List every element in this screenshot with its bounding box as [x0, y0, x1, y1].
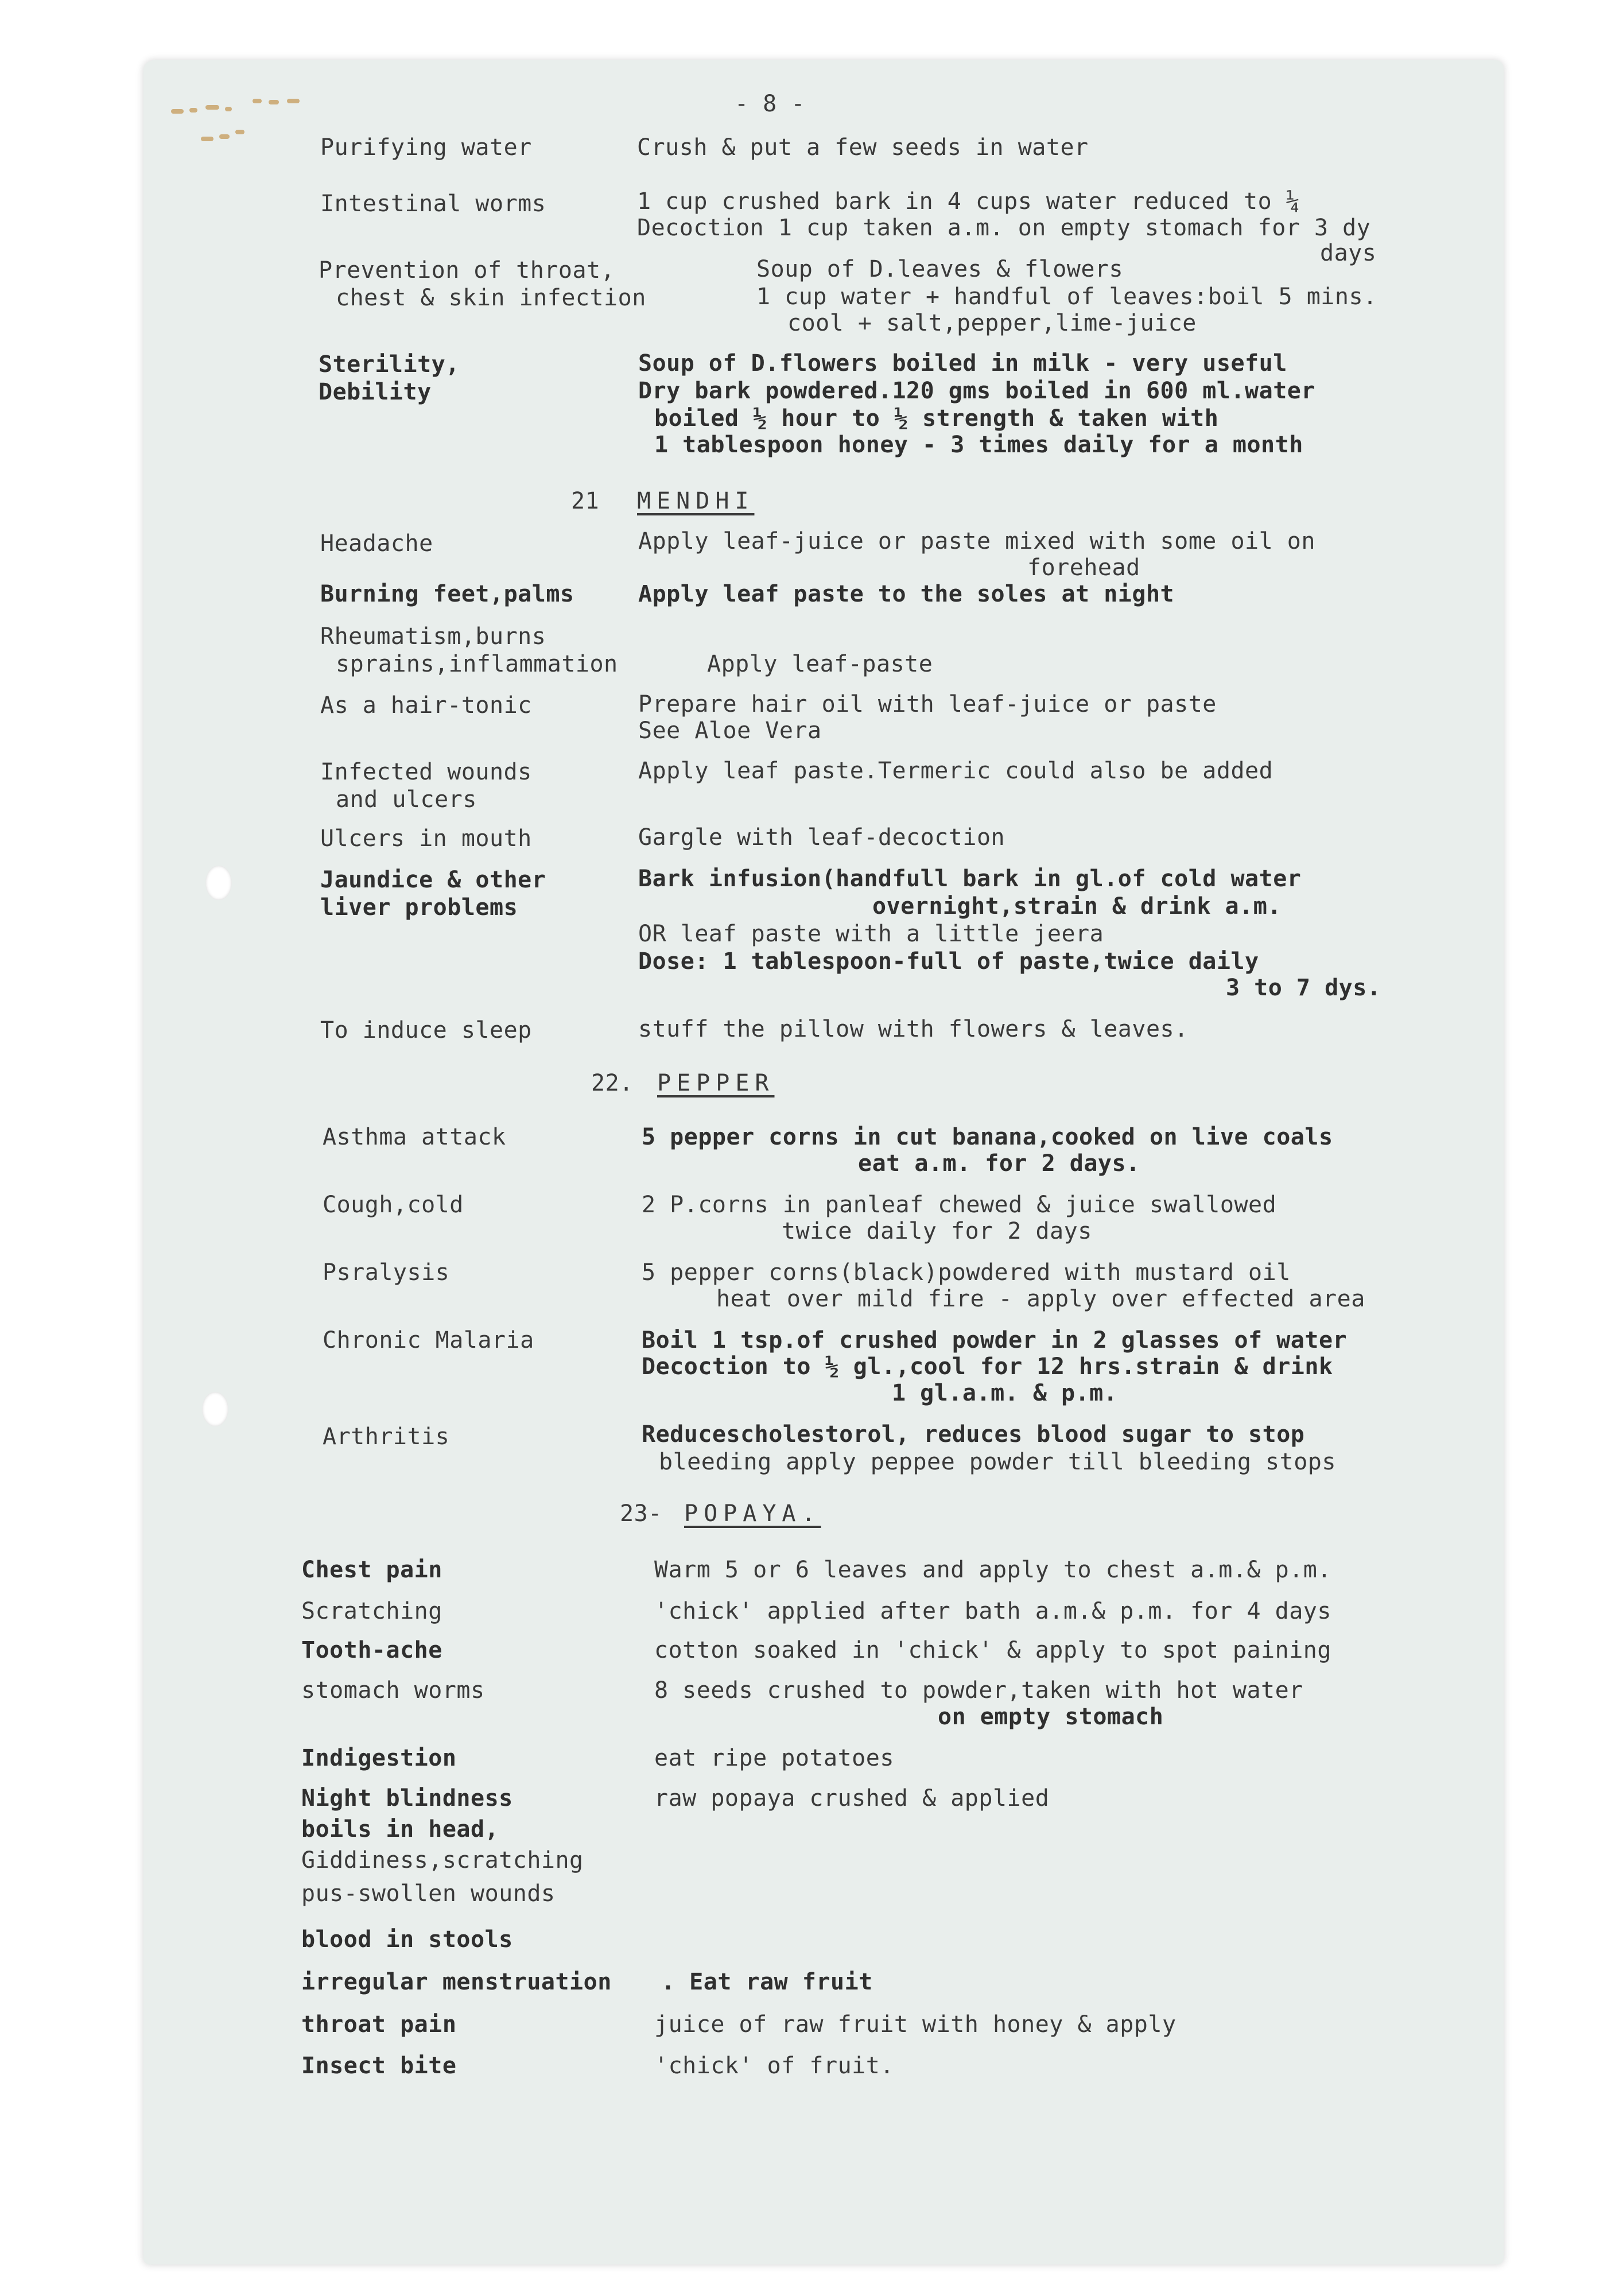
remedy-text: Apply leaf paste.Termeric could also be added [638, 758, 1273, 784]
remedy-text: 'chick' applied after bath a.m.& p.m. for 4 days [654, 1598, 1331, 1624]
section-number: 21 [571, 488, 600, 514]
remedy-text: Decoction 1 cup taken a.m. on empty stomach for 3 dy [637, 215, 1371, 241]
remedy-text: Decoction to ½ gl.,cool for 12 hrs.strain & drink [642, 1353, 1333, 1380]
condition-label: Indigestion [301, 1745, 457, 1771]
condition-label: boils in head, [301, 1816, 499, 1843]
punch-hole-lower [202, 1392, 228, 1426]
remedy-text: Gargle with leaf-decoction [638, 824, 1005, 851]
condition-label: Chronic Malaria [323, 1327, 534, 1353]
remedy-text: heat over mild fire - apply over effected area [716, 1286, 1365, 1312]
condition-label: Arthritis [323, 1424, 450, 1450]
remedy-text: 'chick' of fruit. [654, 2053, 894, 2079]
remedy-text: on empty stomach [938, 1704, 1164, 1730]
condition-label: Cough,cold [323, 1192, 464, 1218]
condition-label: Ulcers in mouth [320, 825, 532, 852]
section-title: PEPPER [657, 1070, 775, 1096]
remedy-text: 1 tablespoon honey - 3 times daily for a month [654, 432, 1303, 458]
remedy-text: . Eat raw fruit [661, 1969, 873, 1995]
punch-hole-upper [205, 866, 232, 900]
condition-label: Scratching [301, 1598, 442, 1624]
remedy-text: 8 seeds crushed to powder,taken with hot water [654, 1677, 1303, 1704]
section-number: 23- [620, 1500, 662, 1527]
condition-label: Debility [319, 379, 432, 405]
condition-label: Asthma attack [323, 1124, 506, 1150]
remedy-text: overnight,strain & drink a.m. [872, 893, 1282, 920]
remedy-text: 1 cup crushed bark in 4 cups water reduced to ¼ [637, 188, 1300, 215]
remedy-text: eat ripe potatoes [654, 1745, 894, 1771]
remedy-text: Apply leaf-juice or paste mixed with some oil on [638, 528, 1315, 554]
remedy-text: Warm 5 or 6 leaves and apply to chest a.m.& p.m. [654, 1557, 1331, 1583]
remedy-text: forehead [1027, 554, 1140, 581]
remedy-text: Boil 1 tsp.of crushed powder in 2 glasses of water [642, 1327, 1348, 1353]
remedy-text: Soup of D.leaves & flowers [756, 256, 1124, 282]
remedy-text: eat a.m. for 2 days. [858, 1150, 1140, 1177]
condition-label: Night blindness [301, 1785, 513, 1812]
section-number: 22. [591, 1070, 634, 1096]
remedy-text: Apply leaf-paste [707, 651, 933, 677]
condition-label: Rheumatism,burns [320, 623, 546, 650]
remedy-text: Crush & put a few seeds in water [637, 134, 1089, 161]
condition-label: throat pain [301, 2011, 457, 2038]
remedy-text: Soup of D.flowers boiled in milk - very useful [638, 350, 1287, 377]
remedy-text: Reducescholestorol, reduces blood sugar to stop [642, 1421, 1305, 1448]
remedy-text: cotton soaked in 'chick' & apply to spot paining [654, 1637, 1331, 1663]
condition-label: pus-swollen wounds [301, 1880, 556, 1907]
condition-label: Intestinal worms [320, 191, 546, 217]
remedy-text: 5 pepper corns(black)powdered with mustard oil [642, 1259, 1291, 1286]
remedy-text: stuff the pillow with flowers & leaves. [638, 1016, 1189, 1042]
condition-label: and ulcers [336, 786, 477, 813]
condition-label: Jaundice & other [320, 867, 546, 893]
remedy-text: Dose: 1 tablespoon-full of paste,twice daily [638, 948, 1259, 975]
condition-label: sprains,inflammation [336, 651, 618, 677]
condition-label: Giddiness,scratching [301, 1847, 584, 1874]
condition-label: chest & skin infection [336, 285, 646, 311]
condition-label: irregular menstruation [301, 1969, 612, 1995]
condition-label: Sterility, [319, 351, 460, 378]
remedy-text: 3 to 7 dys. [1226, 975, 1381, 1001]
condition-label: To induce sleep [320, 1017, 532, 1044]
condition-label: stomach worms [301, 1677, 485, 1704]
remedy-text: raw popaya crushed & applied [654, 1785, 1050, 1812]
condition-label: Infected wounds [320, 759, 532, 785]
remedy-text: 1 gl.a.m. & p.m. [892, 1380, 1118, 1406]
condition-label: As a hair-tonic [320, 692, 532, 719]
remedy-text: OR leaf paste with a little jeera [638, 921, 1104, 947]
remedy-text: 5 pepper corns in cut banana,cooked on live coals [642, 1124, 1333, 1150]
condition-label: Purifying water [320, 134, 532, 161]
condition-label: Burning feet,palms [320, 581, 574, 607]
remedy-text: cool + salt,pepper,lime-juice [787, 310, 1197, 336]
remedy-text: Dry bark powdered.120 gms boiled in 600 ml.water [638, 378, 1315, 404]
condition-label: blood in stools [301, 1926, 513, 1953]
remedy-text: boiled ½ hour to ½ strength & taken with [654, 405, 1219, 432]
remedy-text: bleeding apply peppee powder till bleeding stops [659, 1449, 1336, 1475]
condition-label: Tooth-ache [301, 1637, 442, 1663]
section-title: POPAYA. [684, 1500, 821, 1527]
page-number: - 8 - [735, 91, 805, 117]
remedy-text: 1 cup water + handful of leaves:boil 5 mins. [756, 284, 1377, 310]
remedy-text: Apply leaf paste to the soles at night [638, 581, 1175, 607]
condition-label: Headache [320, 530, 433, 557]
remedy-text: 2 P.corns in panleaf chewed & juice swallowed [642, 1192, 1277, 1218]
condition-label: Prevention of throat, [319, 257, 615, 284]
remedy-text: Prepare hair oil with leaf-juice or paste [638, 691, 1217, 718]
remedy-text: twice daily for 2 days [782, 1218, 1092, 1244]
remedy-text: juice of raw fruit with honey & apply [654, 2011, 1177, 2038]
condition-label: Chest pain [301, 1557, 442, 1583]
section-title: MENDHI [637, 488, 755, 514]
condition-label: Psralysis [323, 1259, 450, 1286]
remedy-text: See Aloe Vera [638, 718, 822, 744]
remedy-text: days [1320, 240, 1377, 266]
remedy-text: Bark infusion(handfull bark in gl.of cold water [638, 866, 1302, 892]
condition-label: liver problems [320, 894, 518, 921]
condition-label: Insect bite [301, 2053, 457, 2079]
